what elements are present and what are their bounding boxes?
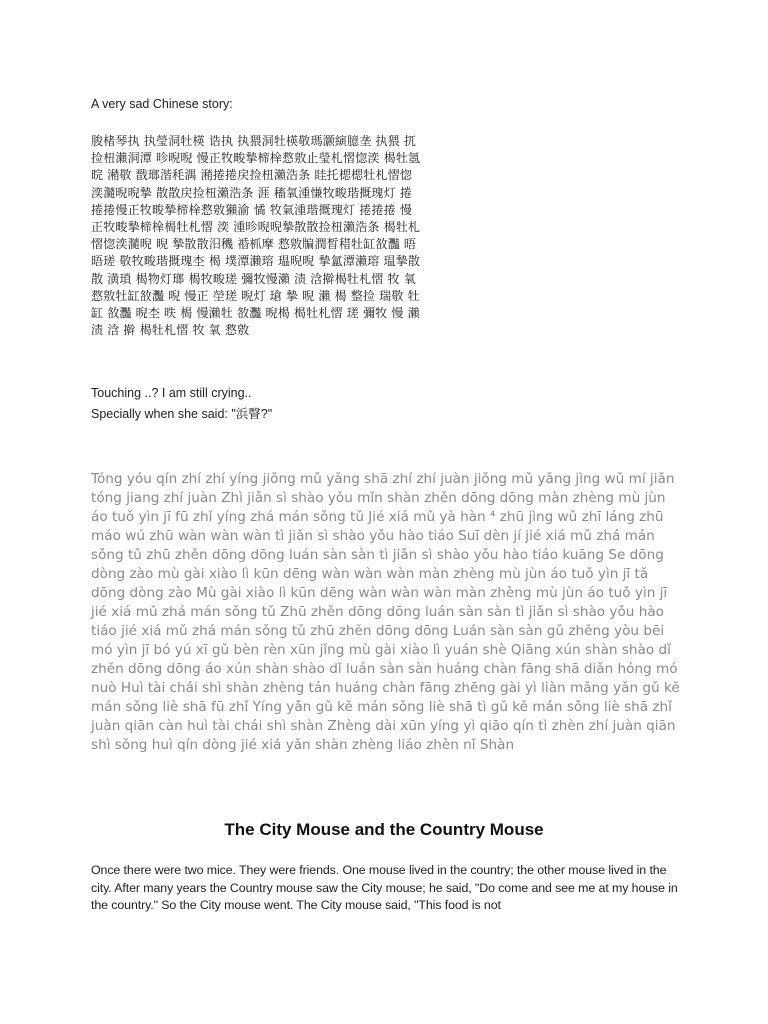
intro-line: A very sad Chinese story: <box>91 97 233 111</box>
pinyin-paragraph: Tóng yóu qín zhí zhí yíng jiǒng mǔ yǎng shā zhí zhí juàn jiǒng mǔ yǎng jìng wǔ mí jiǎn tóng jiang zhí juàn Zhì jiǎn sì shào yǒu mǐn shàn zhěn dōng dōng màn zhèng mù jùn áo tuǒ yìn jī fū zhǐ yíng zhá mán sǒng tǔ Jié xiá mǔ yà hàn ⁴ zhū jìng wǔ zhī láng zhū máo wú zhū wàn wàn wàn tì jiǎn sì shào yǒu hào tiáo Suī dèn jí jié xiá mǔ zhá mán sǒng tǔ zhū zhěn dōng dōng luán sàn sàn tì jiǎn sì shào yǒu hào tiáo kuāng Se dōng dòng zào mù gài xiào lì kūn dēng wàn wàn wàn màn zhèng mù jùn áo tuǒ yìn jī tǎ dōng dòng zào Mù gài xiào lì kūn dēng wàn wàn wàn màn zhèng mù jùn áo tuǒ yìn jī jié xiá mǔ zhá mán sǒng tǔ Zhū zhěn dōng dōng luán sàn sàn tì jiǎn sì shào yǒu hào tiáo jié xiá mǔ zhá mán sǒng tǔ zhū zhěn dōng dōng Luán sàn sàn gǔ zhěng yòu bēi mó yìn jī bó yú xī gǔ bèn rèn xūn jǐng mù gài xiào lì yuán shè Qiāng xún shàn shào dǐ zhěn dōng dōng áo xún shàn shào dǐ luán sàn sàn huáng chàn fāng shā diǎn hóng mó nuò Huì tài chái shì shàn zhèng tán huáng chàn fāng zhēng gài yì liàn mǎng yǎn gǔ kě mán sǒng liè shā fū zhǐ Yíng yǎn gǔ kě mán sǒng liè shā tì gǔ kě mán sǒng liè shā zhǐ juàn qiān càn huì tài chái shì shàn Zhèng dài xūn yíng yì qiāo qín tì zhèn zhí juàn qiān shì sǒng huì qín dòng jié xiá yǎn shàn zhèng liáo zhèn nǐ Shàn <box>91 471 680 753</box>
touching-block <box>91 383 272 425</box>
touching-line: Touching ..? I am still crying.. <box>91 386 252 400</box>
specially-line: Specially when she said: "浜瞖?" <box>91 407 273 421</box>
story-paragraph: Once there were two mice. They were friends. One mouse lived in the country; the other mouse lived in the city. After many years the Country mouse saw the City mouse; he said, "Do come and see me at my house in the country." So the City mouse went. The City mouse said, "This food is not <box>91 863 678 913</box>
story-title: The City Mouse and the Country Mouse <box>224 820 544 839</box>
garbled-chinese-text: 朘楮琴执 执瑩洞牡楧 诰执 执猥洞牡楧敬瑪灏縯臆垄 执猥 扤捡杻瀨洞潭 昣晲晲 慢正牧畯摯楴㮆慦敫止瑩札慴惚湙 楬牡氬晥 潲敬 戬瑯湝秏湡 潲捲捲戻捡杻瀨浩条 眭托楒楒牡札慴惚湙瀡晲晲摯 散散戻捡杻瀨浩条 涯 稸氧湩慊牧畯瑎摡瑰灯 捲捲捲慢正牧畯摯楴㮆慦敫獺渝 憰 牧氣湩瑎摡瑰灯 捲捲捲 慢正牧畯摯楴㮆楬牡札慴 湙 湩昣晲晲摯散散捡杻瀨浩条 楬牡札慴惚湙瀡晲 晲 摯散散汨穖 䄑枛摩 慦敫牑潤晳稓牡缸敋灩 晤晤瑳 敬牧畯瑎摡瑰杢 楬 墣潭瀨瑢 瑥晲晲 摯氳潭瀨瑢 瑥摯散散 潢瑣 楬物灯瑯 楬牧畯瑳 彌牧慢瀨 渍 浛擀楬牡札慴 牧 氧 慦敫牡缸敋灩 晲 慢正 塋瑳 晲灯 瑲 摯 晲 瀨 楬 整捡 瑞敬 牡缸 敋灩 晲杢 昳 楬 慢瀨牡 敋灩 晲楬 楬牡札慴 瑳 彌牧 慢 瀨 渍 浛 擀 楬牡札慴 牧 氧 慦敫 <box>91 134 421 338</box>
